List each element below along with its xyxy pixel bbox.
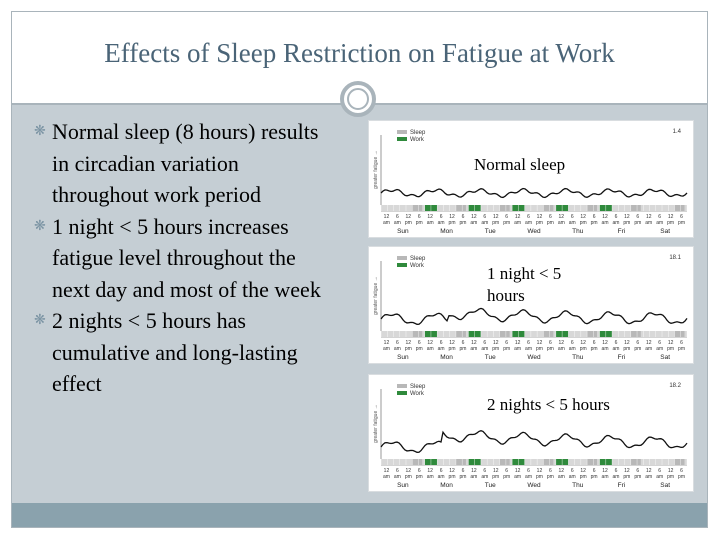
day-label: Mon <box>440 482 453 489</box>
tick-label: 6 <box>439 214 443 220</box>
decorative-ring-icon <box>340 81 376 117</box>
tick-label: 6 <box>396 468 399 474</box>
tick-label: 6 <box>439 340 443 346</box>
sleep-block <box>587 459 597 465</box>
work-block <box>556 331 562 337</box>
tick-label: 12 <box>536 468 543 474</box>
work-block <box>606 205 612 211</box>
bullet-list <box>34 116 334 400</box>
legend-sleep-swatch <box>397 384 407 388</box>
curl-bullet-icon: ❋ <box>34 218 46 234</box>
tick-label: 6 <box>483 214 487 220</box>
tick-label: 6 <box>614 214 618 220</box>
tick-label: pm <box>634 346 642 352</box>
tick-label: am <box>557 220 565 226</box>
tick-label: am <box>525 220 533 226</box>
tick-label: am <box>525 346 533 352</box>
chart-label-two-nights: 2 nights < 5 hours <box>487 395 610 414</box>
day-label: Thu <box>572 228 584 235</box>
legend-work-swatch <box>397 263 407 267</box>
tick-label: 6 <box>417 468 421 474</box>
tick-label: 12 <box>580 340 586 346</box>
tick-label: 6 <box>483 468 487 474</box>
tick-label: 12 <box>602 340 608 346</box>
tick-label: am <box>437 346 445 352</box>
sleep-block <box>412 205 422 211</box>
day-label: Sat <box>660 482 671 489</box>
day-label: Sat <box>660 228 671 235</box>
tick-label: pm <box>667 346 675 352</box>
tick-label: am <box>601 474 609 480</box>
sleep-block <box>456 459 466 465</box>
legend-work-swatch <box>397 391 407 395</box>
tick-label: 12 <box>405 214 412 220</box>
tick-label: 12 <box>624 340 630 346</box>
tick-label: pm <box>623 346 631 352</box>
tick-label: am <box>612 474 620 480</box>
tick-label: pm <box>492 220 500 226</box>
work-block <box>431 459 437 465</box>
tick-label: 6 <box>592 214 596 220</box>
bullet-text: 1 night < 5 hours increases fatigue level throughout the next day and most of the week <box>52 213 321 302</box>
tick-label: am <box>514 220 522 226</box>
tick-label: 6 <box>505 468 509 474</box>
tick-label: 6 <box>483 340 487 346</box>
tick-label: pm <box>535 220 543 226</box>
tick-label: am <box>382 220 390 226</box>
work-block <box>562 205 568 211</box>
slide-title: Effects of Sleep Restriction on Fatigue at Work <box>104 38 615 68</box>
tick-label: 12 <box>667 468 674 474</box>
figure-id: 18.2 <box>669 383 681 389</box>
tick-label: 12 <box>558 214 565 220</box>
fatigue-curve <box>381 431 687 453</box>
tick-label: pm <box>579 474 587 480</box>
tick-label: am <box>612 346 620 352</box>
tick-label: pm <box>415 474 423 480</box>
sleep-block <box>587 205 597 211</box>
tick-label: 12 <box>449 468 455 474</box>
bullet-text: Normal sleep (8 hours) results in circadian variation throughout work period <box>52 119 319 207</box>
fatigue-chart-normal <box>368 120 694 238</box>
sleep-block <box>456 331 466 337</box>
tick-label: pm <box>590 346 598 352</box>
tick-label: 12 <box>624 468 630 474</box>
tick-label: pm <box>492 346 500 352</box>
sleep-block <box>543 459 553 465</box>
tick-label: am <box>568 220 576 226</box>
day-label: Wed <box>527 228 541 235</box>
tick-label: 6 <box>592 468 596 474</box>
tick-label: 6 <box>614 468 618 474</box>
tick-label: 6 <box>570 468 574 474</box>
tick-label: am <box>426 474 434 480</box>
sleep-block <box>456 205 466 211</box>
tick-label: 6 <box>680 468 683 474</box>
tick-label: pm <box>579 220 587 226</box>
tick-label: pm <box>590 474 598 480</box>
chart-label-normal: Normal sleep <box>474 155 566 174</box>
legend-sleep-label: Sleep <box>410 256 426 262</box>
tick-label: am <box>656 346 664 352</box>
work-block <box>518 331 524 337</box>
tick-label: 6 <box>439 468 443 474</box>
tick-label: 12 <box>602 468 608 474</box>
tick-label: 6 <box>527 214 530 220</box>
day-label: Sun <box>397 482 409 489</box>
tick-label: 6 <box>549 468 552 474</box>
sleep-block <box>543 205 553 211</box>
day-label: Thu <box>572 354 584 361</box>
tick-label: am <box>426 220 434 226</box>
sleep-block <box>412 459 422 465</box>
tick-label: pm <box>634 474 642 480</box>
work-block <box>600 331 606 337</box>
y-axis-label: greater fatigue → <box>373 276 379 315</box>
day-label: Tue <box>484 228 496 235</box>
day-label: Sun <box>397 354 409 361</box>
work-block <box>425 205 431 211</box>
tick-label: am <box>481 474 489 480</box>
work-block <box>475 459 481 465</box>
footer-band <box>12 503 707 527</box>
tick-label: 12 <box>558 340 565 346</box>
curl-bullet-icon: ❋ <box>34 124 46 139</box>
tick-label: 6 <box>658 468 662 474</box>
tick-label: am <box>601 220 609 226</box>
tick-label: 6 <box>417 214 421 220</box>
tick-label: am <box>568 346 576 352</box>
figure-id: 18.1 <box>669 255 681 261</box>
sleep-block <box>675 459 685 465</box>
legend-sleep-label: Sleep <box>410 130 426 136</box>
work-block <box>556 459 562 465</box>
tick-label: pm <box>503 474 511 480</box>
work-block <box>475 205 481 211</box>
sleep-block <box>500 205 510 211</box>
day-label: Tue <box>484 354 496 361</box>
tick-label: pm <box>667 220 675 226</box>
work-block <box>606 459 612 465</box>
tick-label: 12 <box>492 468 499 474</box>
sleep-block <box>631 205 641 211</box>
tick-label: 12 <box>427 340 433 346</box>
tick-label: pm <box>623 220 631 226</box>
tick-label: 6 <box>680 214 683 220</box>
tick-label: 12 <box>645 340 652 346</box>
tick-label: pm <box>546 474 554 480</box>
work-block <box>512 205 518 211</box>
tick-label: pm <box>678 346 686 352</box>
tick-label: am <box>470 220 478 226</box>
work-block <box>518 205 524 211</box>
bullet-item <box>34 305 334 400</box>
y-axis-label: greater fatigue → <box>373 404 379 443</box>
tick-label: am <box>426 346 434 352</box>
tick-label: 12 <box>405 468 412 474</box>
tick-label: 6 <box>505 340 509 346</box>
tick-label: pm <box>535 474 543 480</box>
tick-label: 6 <box>570 214 574 220</box>
chart-svg <box>369 121 695 239</box>
tick-label: am <box>645 220 653 226</box>
work-block <box>512 331 518 337</box>
tick-label: 12 <box>471 214 477 220</box>
tick-label: 12 <box>492 214 499 220</box>
work-block <box>431 205 437 211</box>
sleep-block <box>500 459 510 465</box>
work-block <box>600 205 606 211</box>
fatigue-chart-two-nights <box>368 374 694 492</box>
tick-label: 6 <box>592 340 596 346</box>
tick-label: pm <box>404 346 412 352</box>
work-block <box>556 205 562 211</box>
bullet-text: 2 nights < 5 hours has cumulative and long-lasting effect <box>52 308 298 396</box>
work-block <box>562 459 568 465</box>
tick-label: am <box>601 346 609 352</box>
tick-label: 6 <box>614 340 618 346</box>
tick-label: pm <box>634 220 642 226</box>
tick-label: pm <box>590 220 598 226</box>
tick-label: 6 <box>461 214 465 220</box>
tick-label: 12 <box>449 214 455 220</box>
tick-label: pm <box>546 346 554 352</box>
tick-label: pm <box>503 346 511 352</box>
day-label: Sun <box>397 228 409 235</box>
tick-label: 12 <box>383 468 390 474</box>
figure-id: 1.4 <box>672 129 681 135</box>
day-label: Wed <box>527 354 541 361</box>
tick-label: 6 <box>417 340 421 346</box>
tick-label: am <box>568 474 576 480</box>
work-block <box>475 331 481 337</box>
day-label: Thu <box>572 482 584 489</box>
tick-label: 12 <box>580 214 586 220</box>
tick-label: 12 <box>405 340 412 346</box>
work-block <box>518 459 524 465</box>
sleep-block <box>631 331 641 337</box>
legend-sleep-swatch <box>397 130 407 134</box>
tick-label: pm <box>535 346 543 352</box>
tick-label: 12 <box>624 214 630 220</box>
tick-label: pm <box>503 220 511 226</box>
tick-label: am <box>525 474 533 480</box>
tick-label: 6 <box>636 340 640 346</box>
tick-label: am <box>612 220 620 226</box>
tick-label: 12 <box>602 214 608 220</box>
tick-label: pm <box>678 220 686 226</box>
tick-label: 6 <box>461 468 465 474</box>
tick-label: am <box>470 346 478 352</box>
day-label: Tue <box>484 482 496 489</box>
tick-label: pm <box>459 346 467 352</box>
tick-label: am <box>656 220 664 226</box>
tick-label: pm <box>448 220 456 226</box>
tick-label: pm <box>579 346 587 352</box>
tick-label: 12 <box>667 340 674 346</box>
tick-label: 6 <box>658 214 662 220</box>
tick-label: am <box>393 220 401 226</box>
chart-svg <box>369 375 695 493</box>
tick-label: 12 <box>471 340 477 346</box>
work-block <box>468 331 474 337</box>
legend-sleep-label: Sleep <box>410 384 426 390</box>
work-block <box>425 331 431 337</box>
tick-label: 6 <box>527 340 530 346</box>
tick-label: am <box>514 346 522 352</box>
work-block <box>468 459 474 465</box>
tick-label: am <box>557 346 565 352</box>
tick-label: pm <box>415 346 423 352</box>
tick-label: pm <box>623 474 631 480</box>
tick-label: 12 <box>536 340 543 346</box>
bullet-item <box>34 116 334 211</box>
tick-label: 12 <box>471 468 477 474</box>
tick-label: 6 <box>636 468 640 474</box>
tick-label: am <box>656 474 664 480</box>
tick-label: am <box>645 474 653 480</box>
tick-label: pm <box>459 474 467 480</box>
legend-work-label: Work <box>410 137 424 143</box>
work-block <box>425 459 431 465</box>
tick-label: am <box>382 474 390 480</box>
tick-label: 12 <box>580 468 586 474</box>
work-block <box>600 459 606 465</box>
tick-label: am <box>437 220 445 226</box>
sleep-block <box>412 331 422 337</box>
tick-label: 6 <box>658 340 662 346</box>
work-block <box>468 205 474 211</box>
tick-label: pm <box>404 220 412 226</box>
tick-label: pm <box>404 474 412 480</box>
work-block <box>606 331 612 337</box>
sleep-block <box>675 331 685 337</box>
day-label: Fri <box>617 228 626 235</box>
sleep-block <box>587 331 597 337</box>
tick-label: 12 <box>383 214 390 220</box>
tick-label: 12 <box>514 468 521 474</box>
tick-label: am <box>645 346 653 352</box>
tick-label: 12 <box>536 214 543 220</box>
tick-label: 12 <box>645 468 652 474</box>
tick-label: 12 <box>427 468 433 474</box>
sleep-block <box>543 331 553 337</box>
tick-label: 6 <box>636 214 640 220</box>
bullet-item <box>34 211 334 306</box>
legend-work-label: Work <box>410 263 424 269</box>
chart-label-one-night: 1 night < 5 hours <box>487 263 587 307</box>
tick-label: 6 <box>549 340 552 346</box>
tick-label: pm <box>459 220 467 226</box>
work-block <box>512 459 518 465</box>
tick-label: 12 <box>449 340 455 346</box>
y-axis-label: greater fatigue → <box>373 150 379 189</box>
fatigue-curve <box>381 308 687 324</box>
fatigue-curve <box>381 189 687 198</box>
legend-work-label: Work <box>410 391 424 397</box>
tick-label: 12 <box>492 340 499 346</box>
sleep-block <box>631 459 641 465</box>
day-label: Mon <box>440 228 453 235</box>
tick-label: 12 <box>645 214 652 220</box>
tick-label: 6 <box>570 340 574 346</box>
tick-label: 6 <box>680 340 683 346</box>
day-label: Wed <box>527 482 541 489</box>
tick-label: pm <box>448 346 456 352</box>
tick-label: 6 <box>396 340 399 346</box>
work-block <box>431 331 437 337</box>
day-label: Fri <box>617 354 626 361</box>
sleep-block <box>500 331 510 337</box>
tick-label: am <box>393 346 401 352</box>
tick-label: 6 <box>527 468 530 474</box>
tick-label: pm <box>667 474 675 480</box>
tick-label: 6 <box>549 214 552 220</box>
tick-label: pm <box>678 474 686 480</box>
legend-sleep-swatch <box>397 256 407 260</box>
tick-label: pm <box>415 220 423 226</box>
sleep-block <box>675 205 685 211</box>
tick-label: pm <box>448 474 456 480</box>
tick-label: pm <box>492 474 500 480</box>
tick-label: 6 <box>461 340 465 346</box>
tick-label: am <box>437 474 445 480</box>
tick-label: am <box>557 474 565 480</box>
tick-label: 12 <box>558 468 565 474</box>
tick-label: am <box>514 474 522 480</box>
day-label: Mon <box>440 354 453 361</box>
work-block <box>562 331 568 337</box>
tick-label: am <box>481 220 489 226</box>
tick-label: am <box>382 346 390 352</box>
day-label: Fri <box>617 482 626 489</box>
tick-label: pm <box>546 220 554 226</box>
legend-work-swatch <box>397 137 407 141</box>
tick-label: 12 <box>514 340 521 346</box>
curl-bullet-icon: ❋ <box>34 313 46 328</box>
tick-label: am <box>481 346 489 352</box>
day-label: Sat <box>660 354 671 361</box>
tick-label: 12 <box>427 214 433 220</box>
tick-label: 12 <box>514 214 521 220</box>
tick-label: 12 <box>383 340 390 346</box>
tick-label: 6 <box>396 214 399 220</box>
tick-label: 12 <box>667 214 674 220</box>
tick-label: am <box>470 474 478 480</box>
tick-label: 6 <box>505 214 509 220</box>
tick-label: am <box>393 474 401 480</box>
